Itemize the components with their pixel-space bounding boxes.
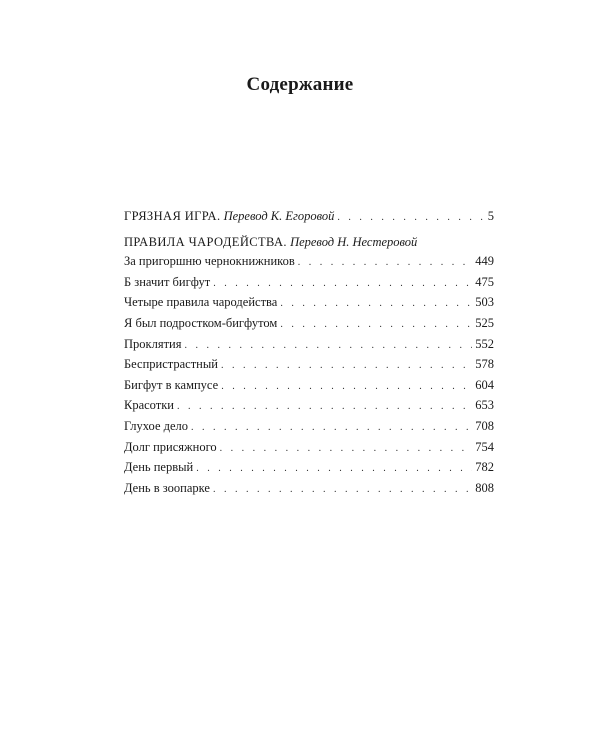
table-of-contents xyxy=(124,207,494,499)
story-title: Глухое дело xyxy=(124,418,189,433)
page-number: 604 xyxy=(475,377,494,392)
toc-section-rules-of-magic xyxy=(124,233,494,253)
dot-leader xyxy=(191,418,472,438)
page-number: 525 xyxy=(475,315,494,330)
dot-leader xyxy=(213,480,472,500)
story-title: Долг присяжного xyxy=(124,439,217,454)
toc-entry xyxy=(124,438,494,459)
page-number: 552 xyxy=(475,336,494,351)
toc-entry xyxy=(124,355,494,376)
toc-entry xyxy=(124,376,494,397)
story-title: Я был подростком-бигфутом xyxy=(124,315,278,330)
dot-leader xyxy=(221,377,472,397)
toc-entry xyxy=(124,335,494,356)
toc-entry xyxy=(124,417,494,438)
dot-leader xyxy=(185,336,473,356)
dot-leader xyxy=(280,294,472,314)
section-translator: Перевод К. Егоровой xyxy=(223,209,335,223)
dot-leader xyxy=(213,274,472,294)
dot-leader xyxy=(177,397,472,417)
story-title: Беспристрастный xyxy=(124,357,218,372)
dot-leader xyxy=(280,315,472,335)
section-translator: Перевод Н. Нестеровой xyxy=(290,234,418,249)
story-title: Б значит бигфут xyxy=(124,274,211,289)
toc-entry xyxy=(124,252,494,273)
toc-section-heading xyxy=(124,233,417,253)
page-number: 5 xyxy=(487,209,494,223)
page-title: Содержание xyxy=(246,74,354,95)
story-title: Бигфут в кампусе xyxy=(124,377,219,392)
section-title: ПРАВИЛА ЧАРОДЕЙСТВА. xyxy=(124,234,287,249)
toc-section-heading xyxy=(124,207,334,227)
story-title: День в зоопарке xyxy=(124,480,210,495)
dot-leader xyxy=(221,356,472,376)
story-title: Проклятия xyxy=(124,336,182,351)
section-title: ГРЯЗНАЯ ИГРА. xyxy=(124,209,221,223)
toc-entry xyxy=(124,479,494,500)
story-title: День первый xyxy=(124,460,194,475)
page-number: 754 xyxy=(475,439,494,454)
page-number: 782 xyxy=(475,460,494,475)
page-number: 808 xyxy=(475,480,494,495)
page-number: 475 xyxy=(475,274,494,289)
page-number: 449 xyxy=(475,254,494,269)
dot-leader xyxy=(220,439,473,459)
toc-section-dirty-game xyxy=(124,207,494,228)
toc-entry xyxy=(124,396,494,417)
page-number: 653 xyxy=(475,398,494,413)
toc-entry xyxy=(124,293,494,314)
dot-leader xyxy=(337,208,484,228)
page-number: 503 xyxy=(475,295,494,310)
toc-entry xyxy=(124,273,494,294)
story-title: Четыре правила чародейства xyxy=(124,295,278,310)
dot-leader xyxy=(196,459,472,479)
toc-entry xyxy=(124,458,494,479)
dot-leader xyxy=(298,253,473,273)
story-title: За пригоршню чернокнижников xyxy=(124,254,295,269)
page-number: 578 xyxy=(475,357,494,372)
story-title: Красотки xyxy=(124,398,174,413)
toc-entry xyxy=(124,314,494,335)
page-number: 708 xyxy=(475,418,494,433)
